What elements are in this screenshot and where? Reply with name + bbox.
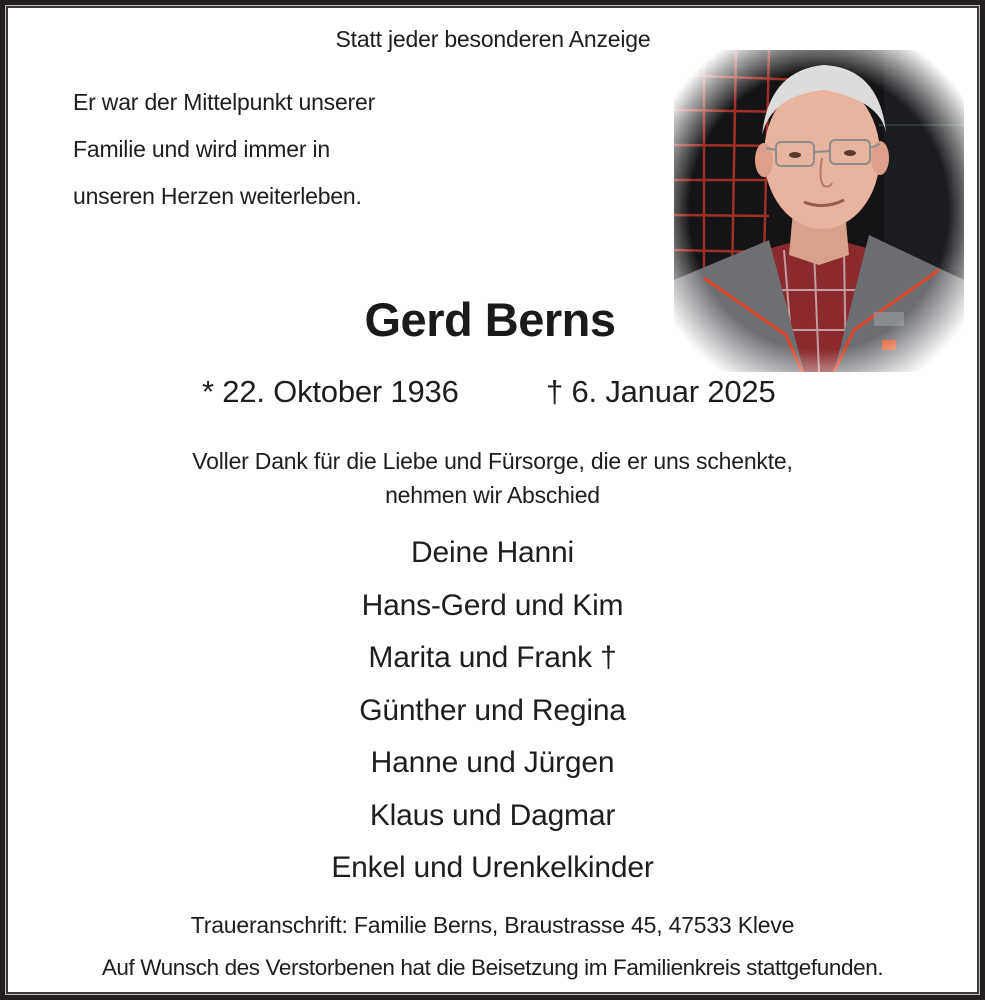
birth-date: * 22. Oktober 1936 [202,374,459,409]
mourner-line: Deine Hanni [411,536,574,569]
mourner-line: Hanne und Jürgen [370,746,615,779]
header-line: Statt jeder besonderen Anzeige [335,26,651,52]
mourner-line: Hans-Gerd und Kim [361,589,624,622]
deceased-name: Gerd Berns [364,293,616,346]
motto-line-1: Er war der Mittelpunkt unserer [73,89,376,115]
mourner-line: Klaus und Dagmar [369,799,616,832]
mourner-line: Günther und Regina [359,694,626,727]
thanks-line-1: Voller Dank für die Liebe und Fürsorge, die er uns schenkte, [192,448,793,474]
mourner-line: Enkel und Urenkelkinder [331,851,654,884]
motto-line-3: unseren Herzen weiterleben. [73,183,362,209]
mourning-address: Traueranschrift: Familie Berns, Braustrasse 45, 47533 Kleve [190,912,795,938]
thanks-line-2: nehmen wir Abschied [385,482,600,508]
motto-line-2: Familie und wird immer in [73,136,331,162]
burial-note: Auf Wunsch des Verstorbenen hat die Beisetzung im Familienkreis stattgefunden. [101,955,884,980]
mourner-line: Marita und Frank † [368,641,617,674]
death-date: † 6. Januar 2025 [546,374,776,409]
